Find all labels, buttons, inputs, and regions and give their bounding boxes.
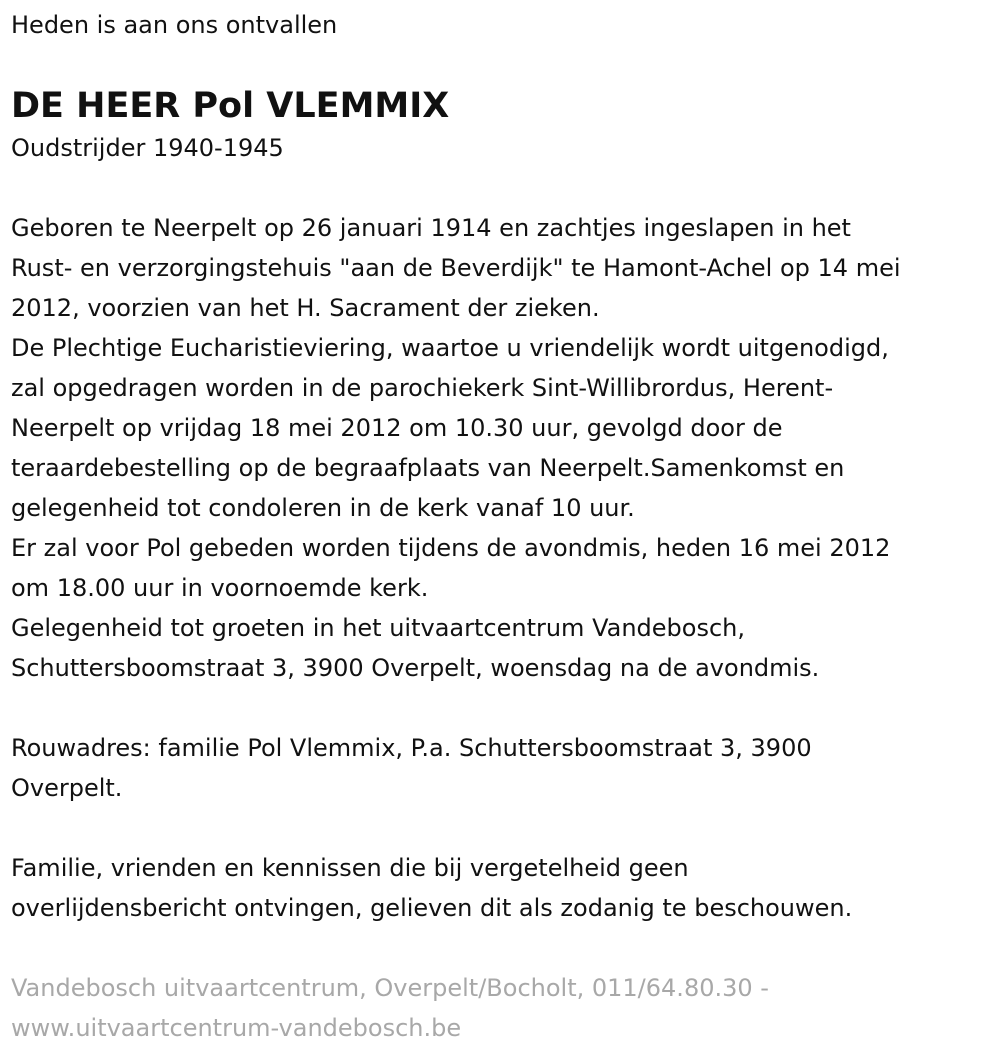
- footer-line: Vandebosch uitvaartcentrum, Overpelt/Bocholt, 011/64.80.30 -: [11, 974, 769, 1002]
- paragraph-line: Neerpelt op vrijdag 18 mei 2012 om 10.30 uur, gevolgd door de: [11, 414, 783, 442]
- address-line: Overpelt.: [11, 774, 123, 802]
- footer-url: www.uitvaartcentrum-vandebosch.be: [11, 1014, 462, 1042]
- paragraph-line: zal opgedragen worden in de parochiekerk Sint-Willibrordus, Herent-: [11, 374, 834, 402]
- paragraph-line: om 18.00 uur in voornoemde kerk.: [11, 574, 429, 602]
- deceased-subtitle: Oudstrijder 1940-1945: [11, 134, 284, 162]
- paragraph-line: Rust- en verzorgingstehuis "aan de Beverdijk" te Hamont-Achel op 14 mei: [11, 254, 901, 282]
- spacer: [11, 168, 989, 208]
- intro-text: Heden is aan ons ontvallen: [11, 11, 338, 39]
- closing-line: Familie, vrienden en kennissen die bij vergetelheid geen: [11, 854, 689, 882]
- paragraph-line: Er zal voor Pol gebeden worden tijdens de avondmis, heden 16 mei 2012: [11, 534, 891, 562]
- ceremony-paragraph: [11, 208, 989, 688]
- paragraph-line: gelegenheid tot condoleren in de kerk vanaf 10 uur.: [11, 494, 635, 522]
- paragraph-line: Gelegenheid tot groeten in het uitvaartcentrum Vandebosch,: [11, 614, 745, 642]
- spacer: [11, 808, 989, 848]
- closing-line: overlijdensbericht ontvingen, gelieven dit als zodanig te beschouwen.: [11, 894, 853, 922]
- paragraph-line: 2012, voorzien van het H. Sacrament der zieken.: [11, 294, 600, 322]
- mourning-address: [11, 728, 989, 808]
- paragraph-line: teraardebestelling op de begraafplaats van Neerpelt.Samenkomst en: [11, 454, 845, 482]
- paragraph-line: Geboren te Neerpelt op 26 januari 1914 en zachtjes ingeslapen in het: [11, 214, 851, 242]
- closing-note: [11, 848, 989, 928]
- funeral-home-footer: [11, 968, 989, 1048]
- address-line: Rouwadres: familie Pol Vlemmix, P.a. Schuttersboomstraat 3, 3900: [11, 734, 812, 762]
- deceased-name: DE HEER Pol VLEMMIX: [11, 86, 450, 126]
- paragraph-line: De Plechtige Eucharistieviering, waartoe u vriendelijk wordt uitgenodigd,: [11, 334, 889, 362]
- spacer: [11, 688, 989, 728]
- paragraph-line: Schuttersboomstraat 3, 3900 Overpelt, woensdag na de avondmis.: [11, 654, 820, 682]
- spacer: [11, 928, 989, 968]
